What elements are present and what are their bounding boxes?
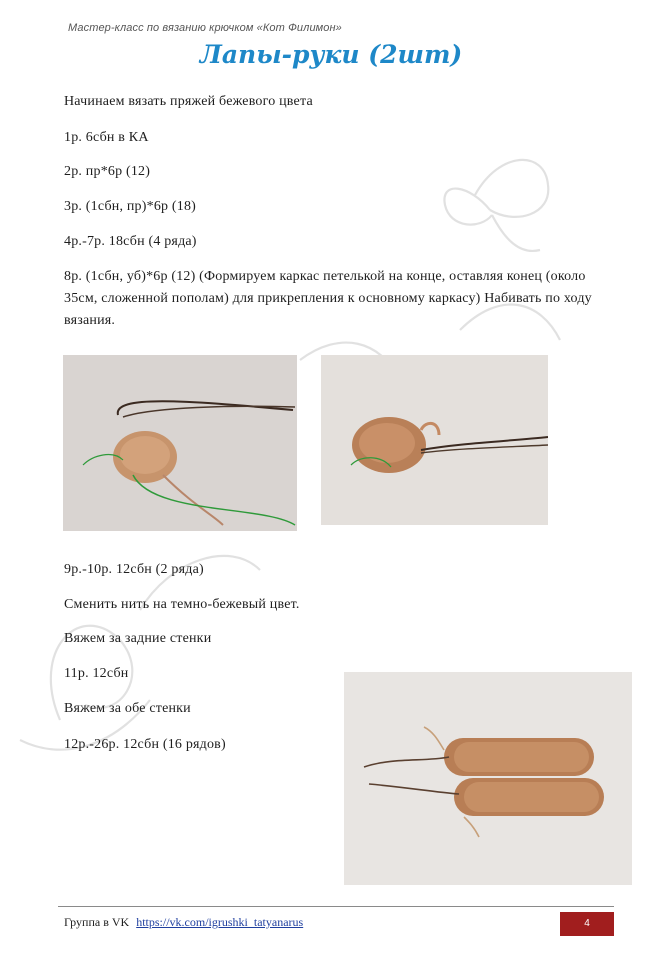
page-number-badge: 4: [560, 912, 614, 936]
row-11-text: 11р. 12сбн: [64, 666, 129, 681]
row-2-text: 2р. пр*6р (12): [64, 164, 151, 179]
photo-finished-arms: [344, 672, 632, 885]
footer-divider: [58, 906, 614, 907]
footer-group-label: Группа в VK: [64, 915, 130, 929]
page-title: Лапы-руки (2шт): [199, 40, 463, 69]
row-8-text: 8р. (1сбн, уб)*6р (12) (Формируем каркас петелькой на конце, оставляя конец (около 35см, сложенной пополам) для прикрепления к основному каркасу) Набивать по ходу вязания.: [64, 269, 592, 328]
photo-arm-shaped: [321, 355, 548, 525]
row-3-text: 3р. (1сбн, пр)*6р (18): [64, 199, 197, 214]
footer-vk-link[interactable]: https://vk.com/igrushki_tatyanarus: [136, 915, 304, 929]
intro-text: Начинаем вязать пряжей бежевого цвета: [64, 94, 313, 109]
footer: [64, 915, 303, 930]
back-loops-text: Вяжем за задние стенки: [64, 631, 212, 646]
row-12-26-text: 12р.-26р. 12сбн (16 рядов): [64, 737, 226, 752]
photo-arm-start: [63, 355, 297, 531]
change-color-text: Сменить нить на темно-бежевый цвет.: [64, 597, 300, 612]
row-4-7-text: 4р.-7р. 18сбн (4 ряда): [64, 234, 197, 249]
row-1-text: 1р. 6сбн в КА: [64, 130, 149, 145]
both-loops-text: Вяжем за обе стенки: [64, 701, 191, 716]
document-subtitle: Мастер-класс по вязанию крючком «Кот Филимон»: [68, 22, 342, 34]
row-9-10-text: 9р.-10р. 12сбн (2 ряда): [64, 562, 204, 577]
